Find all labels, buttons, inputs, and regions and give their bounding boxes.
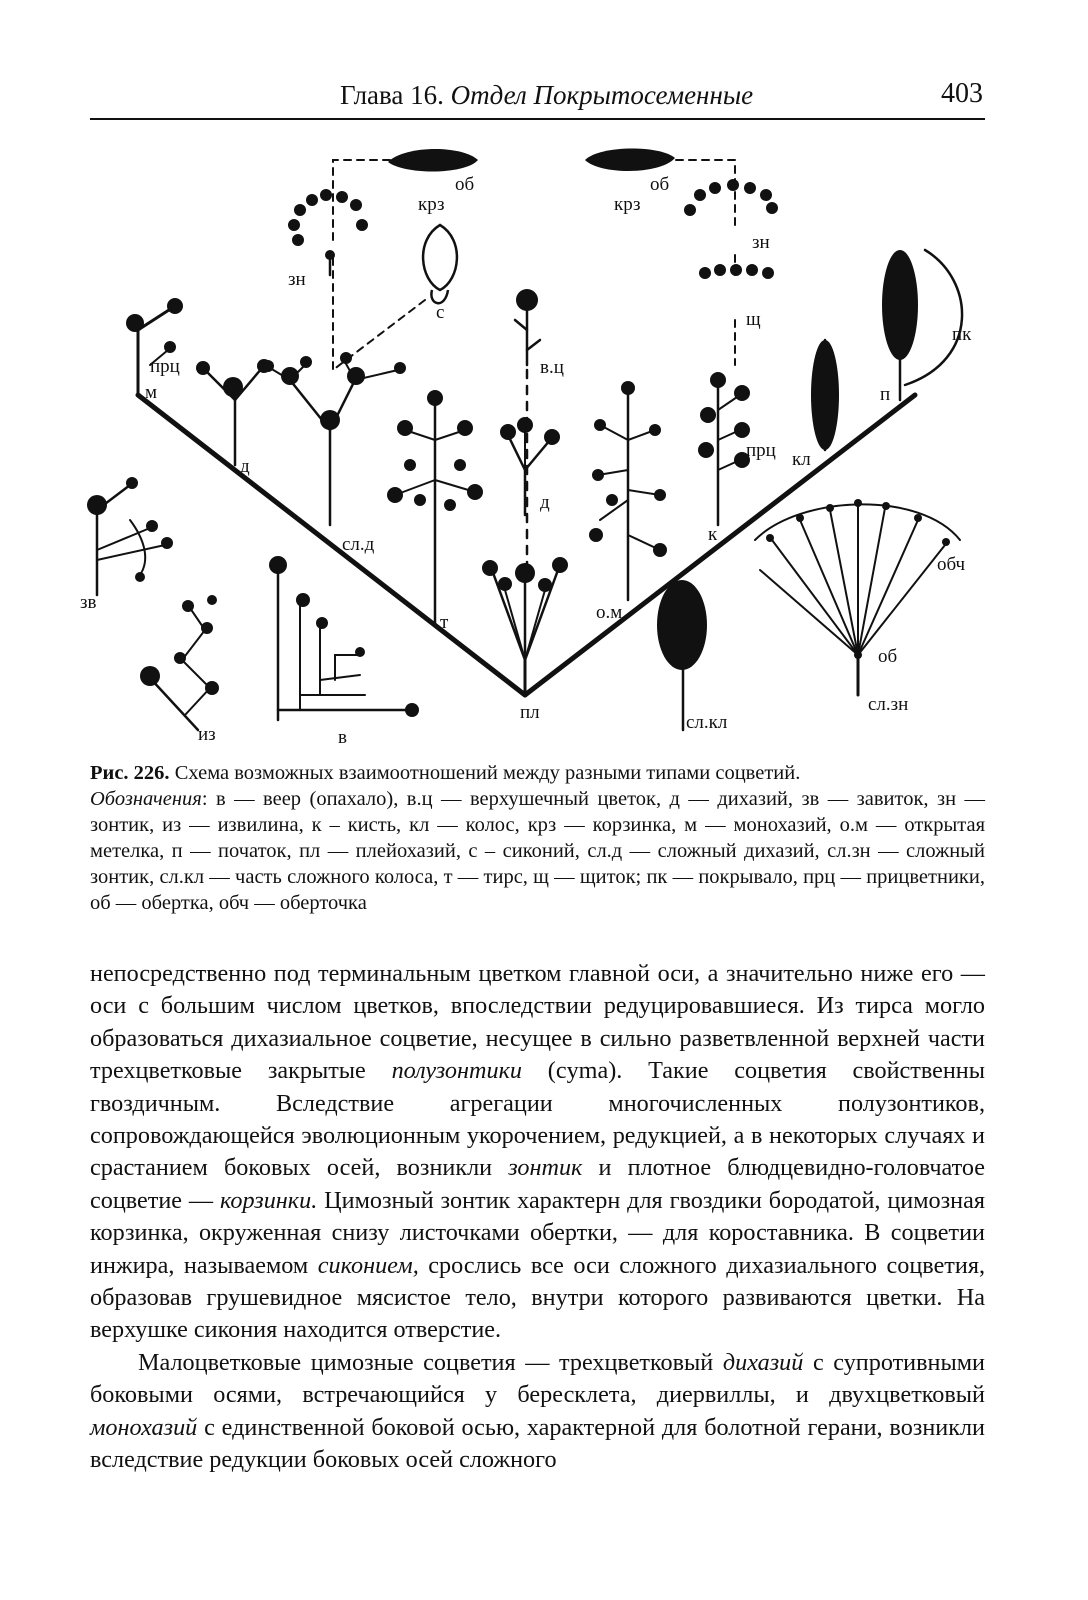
label-zn-right: зн (752, 232, 770, 253)
term: сиконием, (317, 1251, 419, 1279)
label-m: м (145, 382, 158, 403)
text-run: с супротивными боковыми осями, встречающийся у бересклета, диервиллы, и двухцветковый (90, 1348, 985, 1409)
label-d-left: д (240, 456, 250, 477)
label-vc: в.ц (540, 357, 564, 378)
label-shch: щ (746, 309, 761, 330)
term: полузонтики (391, 1057, 522, 1085)
label-t: т (440, 612, 449, 633)
legend-text: : в — веер (опахало), в.ц — верхушечный цветок, д — дихазий, зв — завиток, зн — зонтик, из — извилина, к – кисть, кл — колос, крз — корзинка, м — монохазий, о.м — открытая метелка, п — початок, пл — плейохазий, с – сиконий, сл.д — сложный дихазий, сл.зн — сложный зонтик, сл.кл — часть сложного колоса, т — тирс, щ — щиток; пк — покрывало, прц — прицветники, об — обертка, обч — оберточка (90, 788, 985, 914)
label-zv: зв (80, 592, 97, 613)
label-pl: пл (520, 702, 540, 723)
figure-number: Рис. 226. (90, 762, 170, 784)
term: корзинки. (220, 1186, 318, 1214)
label-obch: обч (937, 554, 965, 575)
label-ob-right: об (650, 174, 670, 195)
label-k: к (708, 524, 718, 545)
paragraph-2 (90, 1347, 985, 1477)
legend-label: Обозначения (90, 788, 202, 810)
label-ob-bottom: об (878, 646, 898, 667)
page-number: 403 (941, 78, 983, 109)
text-run: срослись все оси сложного дихазиального соцветия, образовав грушевидное мясистое тело, внутри которого развиваются цветки. На верхушке сикония находится отверстие. (90, 1251, 985, 1344)
label-v: в (338, 727, 347, 748)
label-krz-right: крз (614, 194, 641, 215)
chapter-number: Глава 16. (340, 80, 444, 110)
figure-title: Схема возможных взаимоотношений между разными типами соцветий. (174, 762, 801, 784)
text-run: Малоцветковые цимозные соцветия — трехцветковый (138, 1348, 723, 1376)
label-sld: сл.д (342, 534, 375, 555)
section-title: Отдел Покрытосеменные (450, 80, 754, 110)
body-text (90, 958, 985, 1477)
label-prc-right: прц (746, 440, 776, 461)
text-run: Цимозный зонтик характерн для гвоздики бородатой, цимозная корзинка, окруженная снизу листочками обертки, — для короставника. В соцветии инжира, называемом (90, 1186, 985, 1279)
term: монохазий (90, 1413, 198, 1441)
label-krz-left: крз (418, 194, 445, 215)
label-om: о.м (596, 602, 623, 623)
label-iz: из (198, 724, 216, 745)
figure-caption (90, 760, 985, 916)
label-slkl: сл.кл (686, 712, 728, 733)
label-zn-left: зн (288, 269, 306, 290)
text-run: непосредственно под терминальным цветком главной оси, а значительно ниже его — оси с большим числом цветков, впоследствии редуцировавшиеся. Из тирса могло образоваться дихазиальное соцветие, несущее в сильно разветвленной верхней части трехцветковые закрытые (90, 960, 985, 1085)
label-s: с (436, 302, 445, 323)
term: дихазий (722, 1348, 804, 1376)
label-ob-left: об (455, 174, 475, 195)
label-prc-left: прц (150, 356, 180, 377)
inflorescence-diagram (0, 140, 1088, 750)
text-run: и плотное блюдцевидно-головчатое соцветие — (90, 1154, 985, 1214)
page-header (90, 78, 985, 120)
running-title (340, 80, 753, 111)
label-slzn: сл.зн (868, 694, 909, 715)
label-kl: кл (792, 449, 811, 470)
term: зонтик (508, 1154, 583, 1182)
paragraph-1 (90, 958, 985, 1347)
label-p: п (880, 384, 891, 405)
label-d-center: д (540, 492, 550, 513)
label-pk: пк (952, 324, 972, 345)
text-run: с единственной боковой осью, характерной для болотной герани, возникли вследствие редукции боковых осей сложного (90, 1413, 985, 1474)
text-run: (cyma). Такие соцветия свойственны гвоздичным. Вследствие агрегации многочисленных полузонтиков, сопровождающейся эволюционным укорочением, редукцией, а в некоторых случаях и срастанием боковых осей, возникли (90, 1057, 985, 1182)
